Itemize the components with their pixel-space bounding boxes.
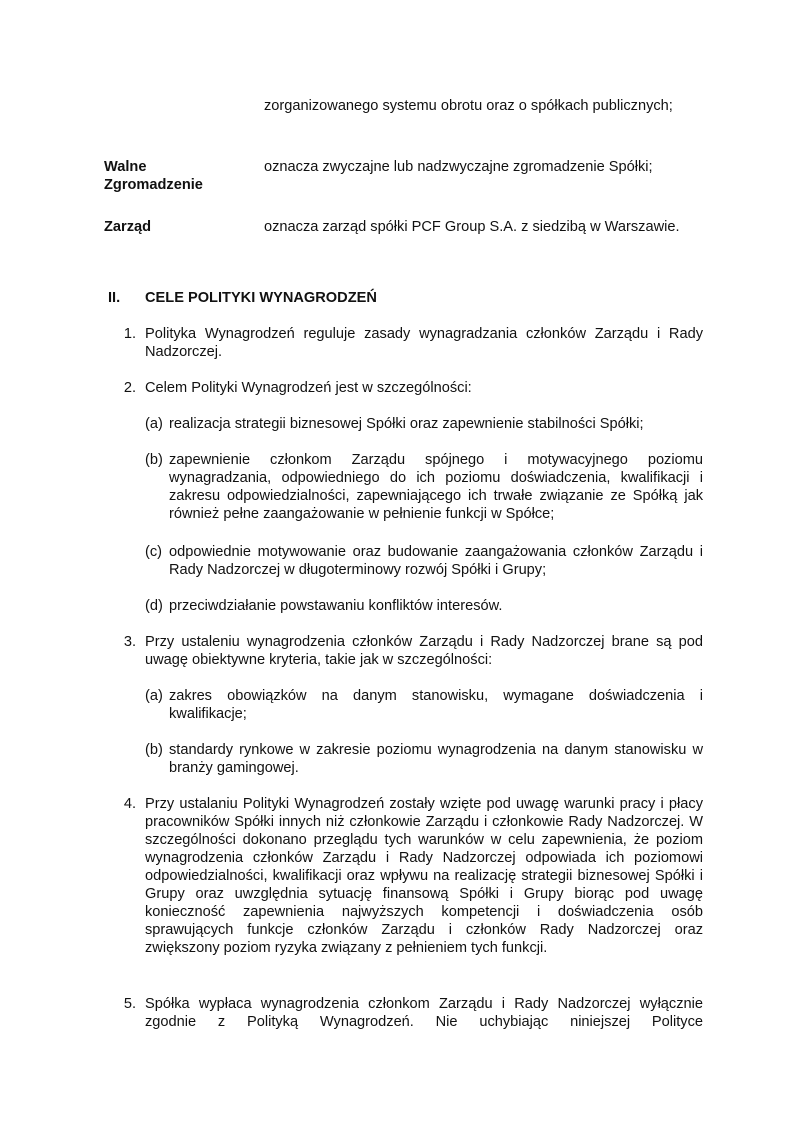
- definition-text-zarzad: oznacza zarząd spółki PCF Group S.A. z siedzibą w Warszawie.: [264, 219, 680, 235]
- subpoint-text: zakres obowiązków na danym stanowisku, wymagane doświadczenia i kwalifikacje;: [169, 688, 703, 722]
- point-text: Przy ustaleniu wynagrodzenia członków Zarządu i Rady Nadzorczej brane są pod uwagę obiektywne kryteria, takie jak w szczególności:: [145, 634, 703, 668]
- subpoint-label: (b): [145, 452, 163, 468]
- point-number: 4.: [123, 796, 136, 812]
- point-text: Polityka Wynagrodzeń reguluje zasady wynagradzania członków Zarządu i Rady Nadzorczej.: [145, 326, 703, 360]
- subpoint-text: zapewnienie członkom Zarządu spójnego i motywacyjnego poziomu wynagradzania, odpowiedniego do ich poziomu doświadczenia, kwalifikacji i zakresu odpowiedzialności, zapewniającego ich trwałe związanie ze Spółką jak również pełne zaangażowanie w pełnienie funkcji w Spółce;: [169, 452, 703, 522]
- subpoint-label: (a): [145, 416, 163, 432]
- subpoint-text: standardy rynkowe w zakresie poziomu wynagrodzenia na danym stanowisku w branży gamingowej.: [169, 742, 703, 776]
- point-number: 1.: [123, 326, 136, 342]
- definition-text-walne-zgromadzenie: oznacza zwyczajne lub nadzwyczajne zgromadzenie Spółki;: [264, 159, 653, 175]
- subpoint-text: odpowiednie motywowanie oraz budowanie zaangażowania członków Zarządu i Rady Nadzorczej w długoterminowy rozwój Spółki i Grupy;: [169, 544, 703, 578]
- section-number: II.: [108, 290, 121, 306]
- section-title: CELE POLITYKI WYNAGRODZEŃ: [145, 290, 377, 306]
- point-number: 3.: [123, 634, 136, 650]
- subpoint-text: przeciwdziałanie powstawaniu konfliktów interesów.: [169, 598, 503, 614]
- definition-term-zarzad: Zarząd: [104, 219, 152, 235]
- subpoint-label: (b): [145, 742, 163, 758]
- point-number: 5.: [123, 996, 136, 1012]
- point-number: 2.: [123, 380, 136, 396]
- subpoint-label: (c): [145, 544, 163, 560]
- definition-term-walne-zgromadzenie: Walne Zgromadzenie: [104, 159, 203, 193]
- definition-continuation: zorganizowanego systemu obrotu oraz o spółkach publicznych;: [264, 98, 673, 114]
- point-text: Przy ustalaniu Polityki Wynagrodzeń zostały wzięte pod uwagę warunki pracy i płacy pracowników Spółki innych niż członkowie Zarządu i członkowie Rady Nadzorczej. W szczególności dokonano przeglądu tych warunków w celu zapewnienia, że poziom wynagrodzenia członków Zarządu i Rady Nadzorczej odpowiada ich poziomowi odpowiedzialności, kwalifikacji oraz wpływu na realizację strategii biznesowej Spółki i Grupy oraz uwzględnia sytuację finansową Spółki i Grupy biorąc pod uwagę konieczność zapewnienia najwyższych kompetencji i doświadczenia osób sprawujących funkcje członków Zarządu i członków Rady Nadzorczej oraz zwiększony poziom ryzyka związany z pełnieniem tych funkcji.: [145, 796, 703, 956]
- subpoint-label: (a): [145, 688, 163, 704]
- subpoint-text: realizacja strategii biznesowej Spółki oraz zapewnienie stabilności Spółki;: [169, 416, 644, 432]
- subpoint-label: (d): [145, 598, 163, 614]
- point-text: Spółka wypłaca wynagrodzenia członkom Zarządu i Rady Nadzorczej wyłącznie zgodnie z Polityką Wynagrodzeń. Nie uchybiając niniejszej Polityce: [145, 996, 703, 1030]
- point-text: Celem Polityki Wynagrodzeń jest w szczególności:: [145, 380, 472, 396]
